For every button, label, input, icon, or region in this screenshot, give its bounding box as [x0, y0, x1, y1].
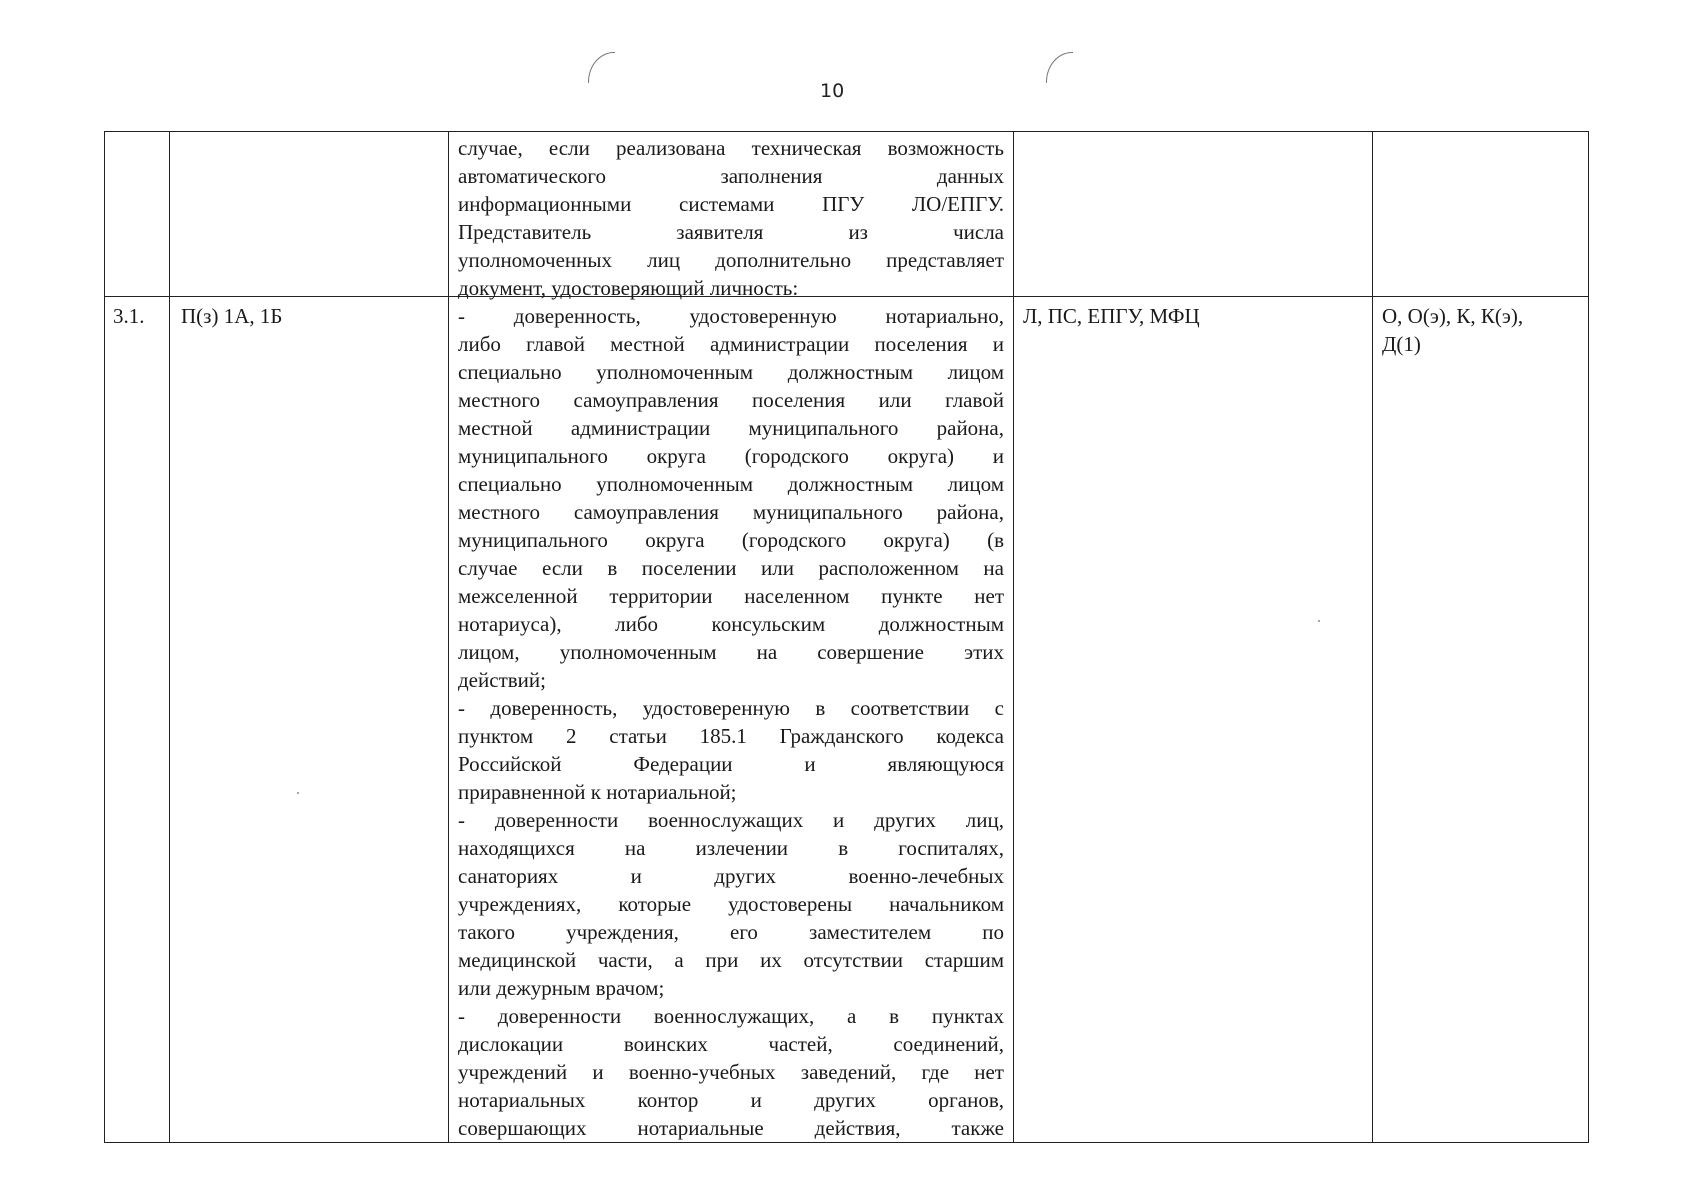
binder-mark-right: [1046, 52, 1073, 83]
text-line: либо главой местной администрации поселения и: [458, 332, 1004, 356]
channels-cell: Л, ПС, ЕПГУ, МФЦ: [1023, 304, 1200, 328]
text-line: специально уполномоченным должностным лицом: [458, 360, 1004, 384]
text-line: местного самоуправления муниципального района,: [458, 500, 1004, 524]
text-line: - доверенности военнослужащих и других лиц,: [458, 808, 1004, 832]
text-line: случае, если реализована техническая возможность: [458, 136, 1004, 160]
text-line: - доверенность, удостоверенную в соответствии с: [458, 696, 1004, 720]
text-line: находящихся на излечении в госпиталях,: [458, 836, 1004, 860]
text-line: документ, удостоверяющий личность:: [458, 276, 799, 300]
text-line: совершающих нотариальные действия, также: [458, 1116, 1004, 1140]
text-line: муниципального округа (городского округа) и: [458, 444, 1004, 468]
text-line: лицом, уполномоченным на совершение этих: [458, 640, 1004, 664]
text-line: - доверенности военнослужащих, а в пунктах: [458, 1004, 1004, 1028]
forms-cell: [1382, 302, 1582, 358]
column-divider: [1013, 132, 1014, 1142]
binder-mark-left: [588, 52, 615, 83]
text-line: учреждений и военно-учебных заведений, где нет: [458, 1060, 1004, 1084]
text-line: межселенной территории населенном пункте нет: [458, 584, 1004, 608]
text-line: пунктом 2 статьи 185.1 Гражданского кодекса: [458, 724, 1004, 748]
text-line: нотариуса), либо консульским должностным: [458, 612, 1004, 636]
text-line: такого учреждения, его заместителем по: [458, 920, 1004, 944]
text-line: дислокации воинских частей, соединений,: [458, 1032, 1004, 1056]
description-cell: [458, 302, 1004, 1142]
continued-description-cell: [458, 134, 1004, 302]
text-line: местной администрации муниципального района,: [458, 416, 1004, 440]
text-line: медицинской части, а при их отсутствии старшим: [458, 948, 1004, 972]
text-line: или дежурным врачом;: [458, 976, 665, 1000]
text-line: информационными системами ПГУ ЛО/ЕПГУ.: [458, 192, 1004, 216]
text-line: приравненной к нотариальной;: [458, 780, 737, 804]
text-line: автоматического заполнения данных: [458, 164, 1004, 188]
forms-line: Д(1): [1382, 332, 1421, 356]
text-line: случае если в поселении или расположенном на: [458, 556, 1004, 580]
text-line: санаториях и других военно-лечебных: [458, 864, 1004, 888]
text-line: - доверенность, удостоверенную нотариально,: [458, 304, 1004, 328]
text-line: Российской Федерации и являющуюся: [458, 752, 1004, 776]
text-line: уполномоченных лиц дополнительно представляет: [458, 248, 1004, 272]
forms-line: О, О(э), К, К(э),: [1382, 304, 1524, 328]
text-line: Представитель заявителя из числа: [458, 220, 1004, 244]
column-divider: [169, 132, 170, 1142]
text-line: действий;: [458, 668, 546, 692]
scan-speck: [297, 792, 299, 794]
text-line: муниципального округа (городского округа) (в: [458, 528, 1004, 552]
column-divider: [448, 132, 449, 1142]
text-line: нотариальных контор и других органов,: [458, 1088, 1004, 1112]
column-divider: [1372, 132, 1373, 1142]
page-number: 10: [820, 80, 845, 102]
text-line: специально уполномоченным должностным лицом: [458, 472, 1004, 496]
scan-speck: [1318, 620, 1320, 622]
applicant-code-cell: П(з) 1А, 1Б: [181, 304, 283, 328]
text-line: учреждениях, которые удостоверены начальником: [458, 892, 1004, 916]
text-line: местного самоуправления поселения или главой: [458, 388, 1004, 412]
row-number-cell: 3.1.: [113, 304, 145, 328]
document-table: [104, 131, 1589, 1143]
